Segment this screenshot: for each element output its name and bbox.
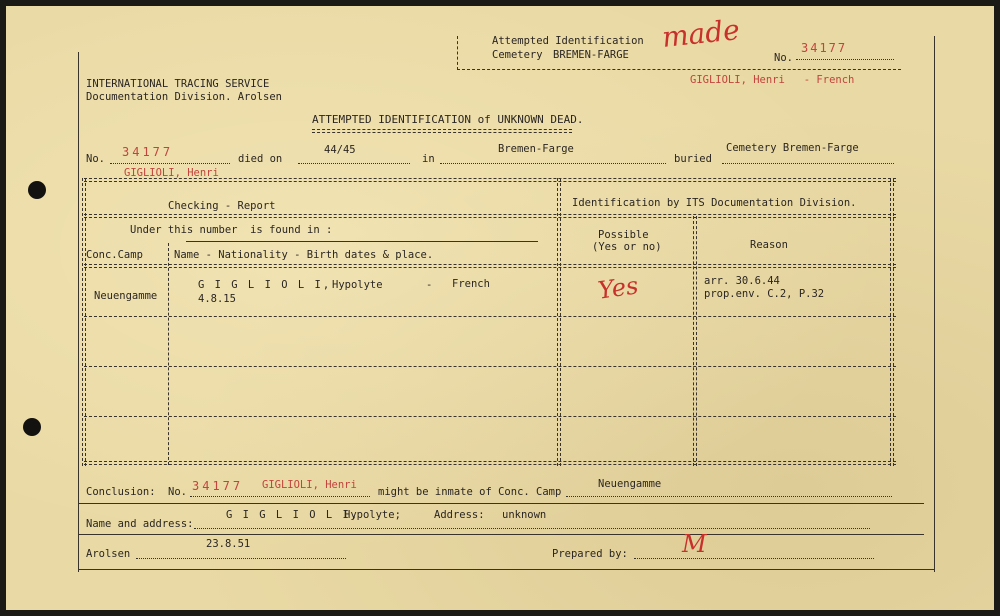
header-cemetery-label: Cemetery [492,49,543,61]
col-reason: Reason [750,239,788,251]
table-top-border [84,178,896,182]
table-divider-reason [693,216,697,466]
footer-date-dots [136,558,346,559]
table-bottom-border [84,461,896,465]
record-died-label: died on [238,153,283,165]
conclusion-camp-dots [566,496,892,497]
row-reason-2: prop.env. C.2, P.32 [704,288,825,300]
header-no-label: No. [774,52,793,64]
address-label: Address: [434,509,485,521]
conclusion-name: GIGLIOLI, Henri [262,479,357,491]
prepared-by-label: Prepared by: [552,548,628,560]
table-header-line [84,214,896,218]
header-box-bottom-border [457,69,901,70]
col-name-nationality: Name - Nationality - Birth dates & place. [174,249,434,261]
table-left-border [82,178,86,466]
org-division: Documentation Division. Arolsen [86,91,282,103]
record-no-dots [110,163,230,164]
table-columns-line [84,264,896,268]
header-line-attempted: Attempted Identification [492,35,644,47]
punch-hole-top [28,181,46,199]
footer-place: Arolsen [86,548,131,560]
table-divider-camp [168,243,169,465]
title-underline [312,129,572,133]
table-row-line-3 [84,416,896,417]
record-no-value: 34177 [122,145,174,159]
address-value: unknown [502,509,547,521]
record-in-value: Bremen-Farge [498,143,574,155]
conclusion-rule [78,503,924,504]
conclusion-label: Conclusion: [86,486,156,498]
table-right-border [890,178,894,466]
record-in-label: in [422,153,435,165]
made-stamp: made [660,13,742,54]
header-no-value: 34177 [801,41,848,55]
header-no-dots [796,59,894,60]
form-left-border [78,52,79,572]
header-box-left-border [457,36,458,70]
row-camp: Neuengamme [94,290,158,302]
under-number-label: Under this number is found in : [130,224,333,236]
row-surname: G I G L I O L I, [198,279,332,291]
record-name-value: GIGLIOLI, Henri [124,167,219,179]
row-birth: 4.8.15 [198,293,236,305]
conclusion-camp: Neuengamme [598,478,662,490]
table-subheader-line [186,241,538,242]
record-died-value: 44/45 [324,144,356,156]
table-row-line-2 [84,366,896,367]
conclusion-no-value: 34177 [192,479,244,493]
identification-header: Identification by ITS Documentation Division. [572,197,857,209]
col-possible-hint: (Yes or no) [592,241,662,253]
row-dash: - [426,279,433,291]
form-title: ATTEMPTED IDENTIFICATION of UNKNOWN DEAD. [312,113,584,126]
row-possible: Yes [596,271,641,305]
col-possible: Possible [598,229,649,241]
table-divider-main [557,178,561,466]
name-address-rule [78,534,924,535]
org-name: INTERNATIONAL TRACING SERVICE [86,78,270,90]
record-buried-label: buried [674,153,712,165]
index-card [6,6,994,610]
footer-date: 23.8.51 [206,538,251,550]
row-nationality: French [452,278,490,290]
record-buried-value: Cemetery Bremen-Farge [726,142,859,154]
prepared-by-initial: M [682,530,707,558]
record-no-label: No. [86,153,105,165]
name-address-firstname: Hypolyte; [344,509,401,521]
name-address-label: Name and address: [86,518,194,530]
header-cemetery-value: BREMEN-FARGE [553,49,629,61]
conclusion-no-dots [190,496,370,497]
form-right-border [934,36,935,572]
footer-rule [78,569,934,570]
col-conc-camp: Conc.Camp [86,249,143,261]
header-name-line: GIGLIOLI, Henri - French [690,74,855,86]
table-row-line-1 [84,316,896,317]
record-in-dots [440,163,666,164]
record-buried-dots [722,163,894,164]
prepared-by-dots [634,558,874,559]
name-address-surname: G I G L I O L I, [226,509,360,521]
conclusion-no-label: No. [168,486,187,498]
conclusion-text: might be inmate of Conc. Camp [378,486,562,498]
checking-report-header: Checking - Report [168,200,276,212]
row-firstname: Hypolyte [332,279,383,291]
punch-hole-bottom [23,418,41,436]
row-reason-1: arr. 30.6.44 [704,275,780,287]
record-died-dots [298,163,410,164]
name-address-dots [194,528,870,529]
